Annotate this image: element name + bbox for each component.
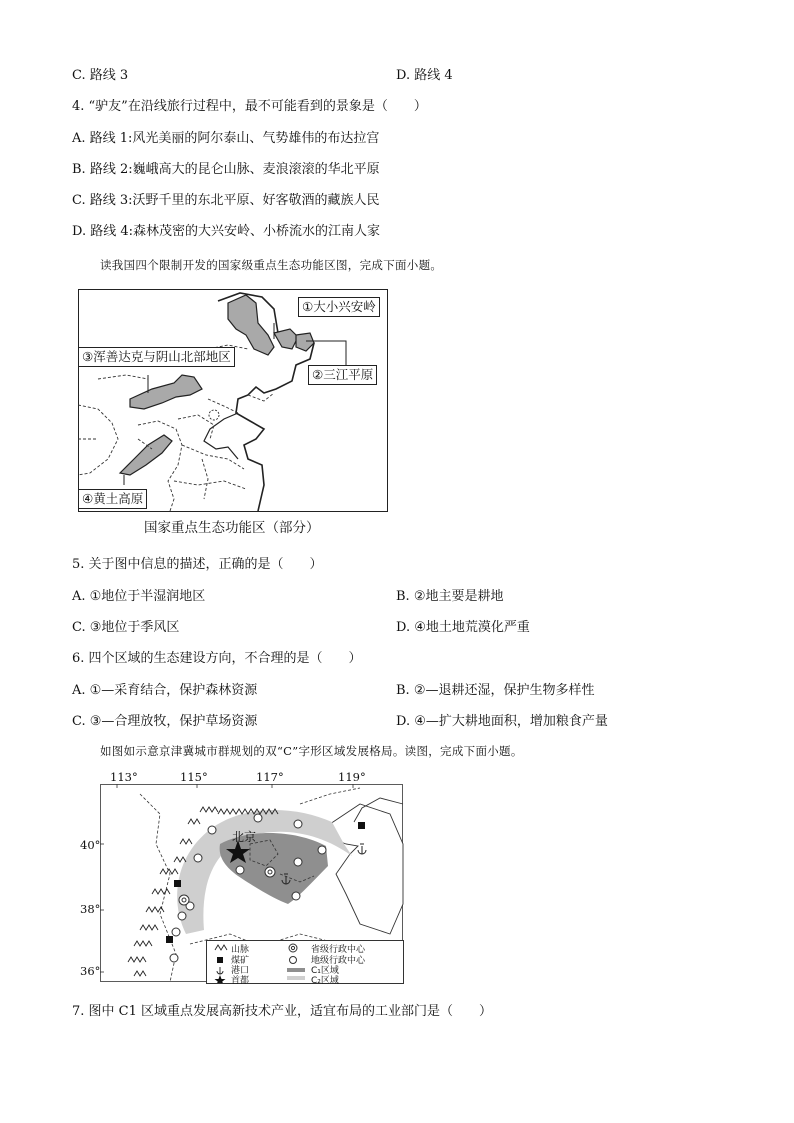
q4-option-a: A. 路线 1:风光美丽的阿尔泰山、气势雄伟的布达拉宫 xyxy=(72,131,380,146)
q6-option-a: A. ①—采育结合，保护森林资源 xyxy=(72,683,258,698)
q4-stem: 4. “驴友”在沿线旅行过程中，最不可能看到的景象是（ ） xyxy=(72,99,427,114)
q7-stem: 7. 图中 C1 区域重点发展高新技术产业，适宜布局的工业部门是（ ） xyxy=(72,1004,493,1019)
q5-option-c: C. ③地位于季风区 xyxy=(72,620,180,635)
jingjinji-map xyxy=(80,770,410,985)
ecological-zone-map xyxy=(78,289,388,512)
q5-option-a: A. ①地位于半湿润地区 xyxy=(72,589,206,604)
lon-label-117: 117° xyxy=(256,770,284,784)
lat-label-36: 36° xyxy=(80,964,101,978)
map-legend xyxy=(206,940,404,984)
q6-option-c: C. ③—合理放牧，保护草场资源 xyxy=(72,714,258,729)
q6-option-b: B. ②—退耕还湿，保护生物多样性 xyxy=(396,683,595,698)
legend-mountain: 山脉 xyxy=(231,945,250,955)
zone-label-khingan: ①大小兴安岭 xyxy=(298,297,380,317)
zone-label-hunshandake: ③浑善达克与阴山北部地区 xyxy=(78,347,235,367)
legend-capital: 首都 xyxy=(231,976,250,986)
q3-option-d: D. 路线 4 xyxy=(396,68,453,83)
legend-prefecture: 地级行政中心 xyxy=(311,956,366,966)
q5-option-b: B. ②地主要是耕地 xyxy=(396,589,504,604)
ecological-zone-map-graphic xyxy=(78,289,388,512)
zone-label-loess: ④黄土高原 xyxy=(78,489,147,509)
lat-label-38: 38° xyxy=(80,902,101,916)
legend-provincial: 省级行政中心 xyxy=(311,945,366,955)
lon-label-113: 113° xyxy=(110,770,138,784)
legend-port: 港口 xyxy=(231,966,250,976)
legend-c1: C₁区域 xyxy=(311,966,339,976)
map1-caption: 国家重点生态功能区（部分） xyxy=(144,520,320,536)
legend-c2: C₂区域 xyxy=(311,976,339,986)
q3-option-c: C. 路线 3 xyxy=(72,68,129,83)
q5-stem: 5. 关于图中信息的描述，正确的是（ ） xyxy=(72,557,323,572)
q4-option-c: C. 路线 3:沃野千里的东北平原、好客敬酒的藏族人民 xyxy=(72,193,380,208)
lon-label-115: 115° xyxy=(180,770,208,784)
q4-option-d: D. 路线 4:森林茂密的大兴安岭、小桥流水的江南人家 xyxy=(72,224,381,239)
q4-option-b: B. 路线 2:巍峨高大的昆仑山脉、麦浪滚滚的华北平原 xyxy=(72,162,380,177)
beijing-label: 北京 xyxy=(232,830,257,844)
lat-label-40: 40° xyxy=(80,838,101,852)
intro-jingjinji: 如图如示意京津冀城市群规划的双“C”字形区域发展格局。读图，完成下面小题。 xyxy=(100,744,523,758)
legend-coal: 煤矿 xyxy=(231,956,250,966)
intro-ecological-regions: 读我国四个限制开发的国家级重点生态功能区图，完成下面小题。 xyxy=(100,258,443,272)
q5-option-d: D. ④地土地荒漠化严重 xyxy=(396,620,530,635)
q6-option-d: D. ④—扩大耕地面积，增加粮食产量 xyxy=(396,714,608,729)
lon-label-119: 119° xyxy=(338,770,366,784)
zone-label-sanjiang: ②三江平原 xyxy=(308,365,377,385)
q6-stem: 6. 四个区域的生态建设方向，不合理的是（ ） xyxy=(72,651,362,666)
